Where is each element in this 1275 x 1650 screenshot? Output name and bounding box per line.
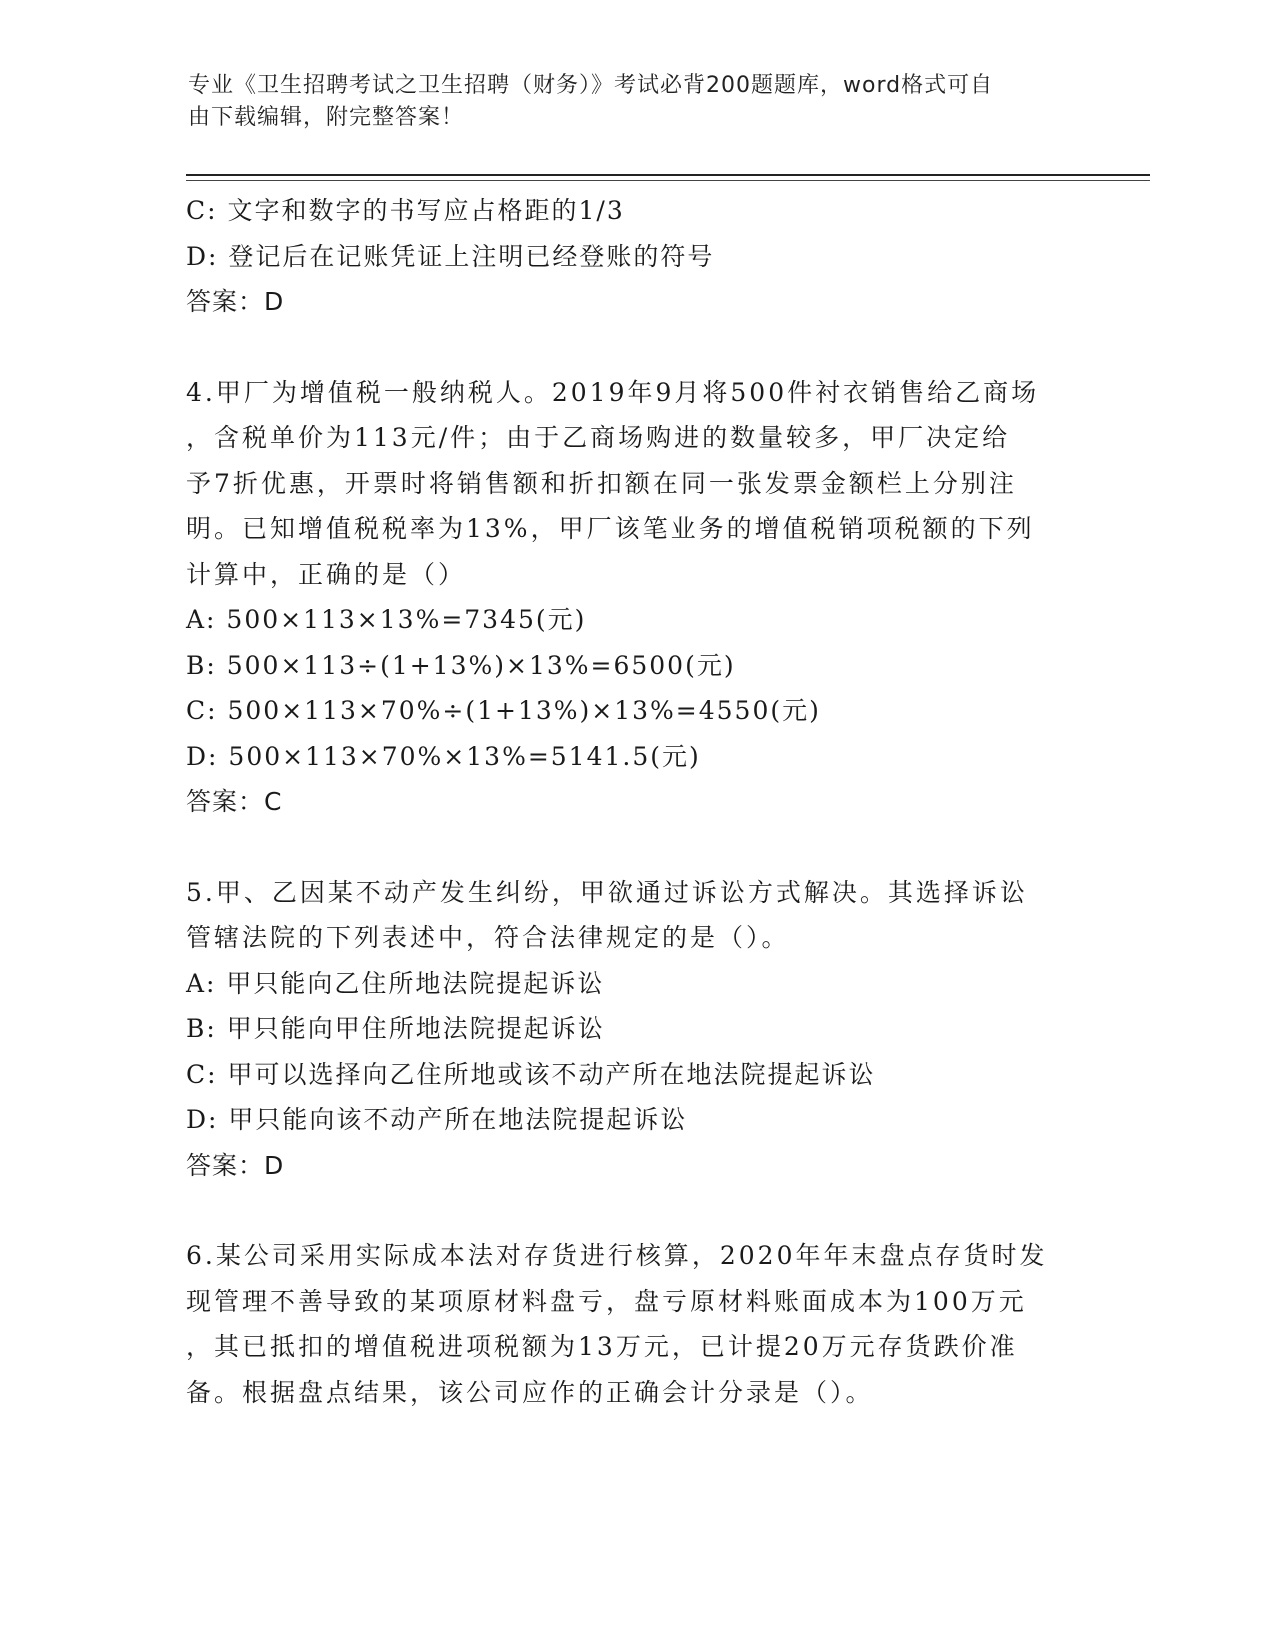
- question-stem-line: 5.甲、乙因某不动产发生纠纷，甲欲通过诉讼方式解决。其选择诉讼: [186, 877, 1028, 907]
- option-d: D: 甲只能向该不动产所在地法院提起诉讼: [186, 1105, 688, 1134]
- option-d: D: 登记后在记账凭证上注明已经登账的符号: [186, 241, 715, 271]
- header-rule-thin: [186, 180, 1150, 181]
- question-3-tail: [186, 188, 1066, 325]
- question-stem-line: ，其已抵扣的增值税进项税额为13万元，已计提20万元存货跌价准: [186, 1332, 1018, 1361]
- question-stem-line: 计算中，正确的是（）: [186, 559, 467, 589]
- question-4: [186, 370, 1066, 825]
- document-body: [186, 188, 1066, 1415]
- spacer: [186, 325, 1066, 370]
- option-b: B: 甲只能向甲住所地法院提起诉讼: [186, 1014, 605, 1043]
- question-stem-line: 4.甲厂为增值税一般纳税人。2019年9月将500件衬衣销售给乙商场: [186, 377, 1040, 407]
- question-stem-line: 管辖法院的下列表述中，符合法律规定的是（）。: [186, 923, 790, 952]
- question-stem-line: 现管理不善导致的某项原材料盘亏，盘亏原材料账面成本为100万元: [186, 1286, 1027, 1316]
- header-rule-thick: [186, 174, 1150, 176]
- option-c: C: 甲可以选择向乙住所地或该不动产所在地法院提起诉讼: [186, 1059, 876, 1089]
- answer-line: 答案：D: [186, 1150, 285, 1180]
- question-5: [186, 870, 1066, 1189]
- question-stem-line: ，含税单价为113元/件；由于乙商场购进的数量较多，甲厂决定给: [186, 423, 1011, 452]
- spacer: [186, 825, 1066, 870]
- option-d: D: 500×113×70%×13%=5141.5(元): [186, 741, 701, 771]
- document-header: [188, 70, 1068, 134]
- question-stem-line: 予7折优惠，开票时将销售额和折扣额在同一张发票金额栏上分别注: [186, 468, 1017, 498]
- option-a: A: 500×113×13%=7345(元): [186, 605, 587, 634]
- option-c: C: 500×113×70%÷(1+13%)×13%=4550(元): [186, 696, 821, 725]
- answer-line: 答案：C: [186, 787, 283, 816]
- question-stem-line: 明。已知增值税税率为13%，甲厂该笔业务的增值税销项税额的下列: [186, 514, 1035, 543]
- spacer: [186, 1188, 1066, 1233]
- option-a: A: 甲只能向乙住所地法院提起诉讼: [186, 968, 605, 998]
- question-stem-line: 备。根据盘点结果，该公司应作的正确会计分录是（）。: [186, 1377, 874, 1407]
- question-6: [186, 1233, 1066, 1415]
- question-stem-line: 6.某公司采用实际成本法对存货进行核算，2020年年末盘点存货时发: [186, 1241, 1048, 1270]
- answer-line: 答案：D: [186, 287, 285, 316]
- option-b: B: 500×113÷(1+13%)×13%=6500(元): [186, 650, 736, 680]
- header-line-2: 由下载编辑，附完整答案！: [188, 105, 465, 130]
- option-c: C: 文字和数字的书写应占格距的1/3: [186, 196, 625, 225]
- header-line-1: 专业《卫生招聘考试之卫生招聘（财务）》考试必背200题题库，word格式可自: [188, 73, 994, 98]
